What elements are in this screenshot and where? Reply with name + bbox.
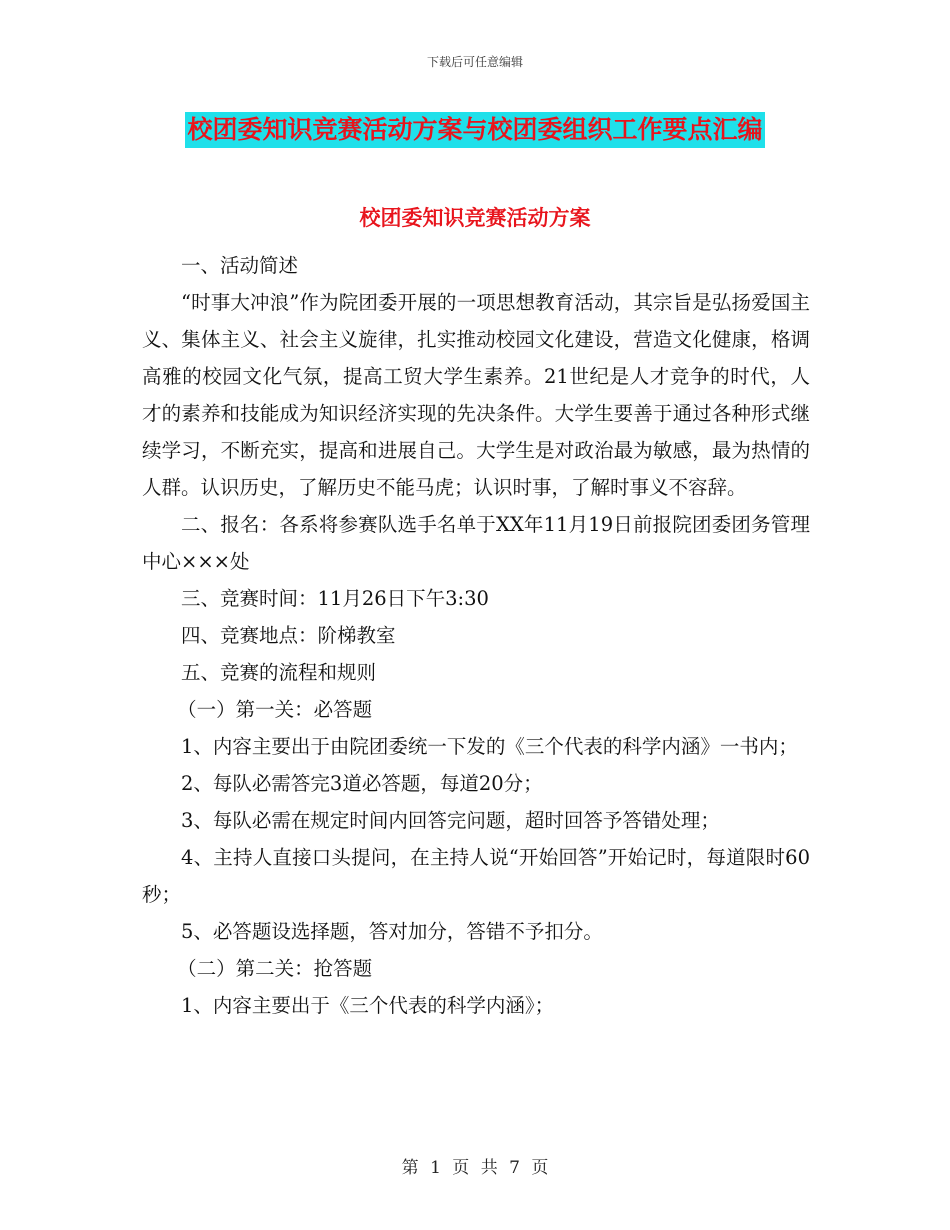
paragraph-round-one: （一）第一关：必答题 (177, 698, 373, 721)
document-title: 校团委知识竞赛活动方案与校团委组织工作要点汇编 (185, 112, 764, 148)
paragraph-rule-1: 1、内容主要出于由院团委统一下发的《三个代表的科学内涵》一书内； (181, 735, 798, 758)
paragraph-rule-3: 3、每队必需在规定时间内回答完问题，超时回答予答错处理； (181, 809, 720, 832)
paragraph-heading-rules: 五、竞赛的流程和规则 (181, 661, 377, 684)
paragraph-overview: “时事大冲浪”作为院团委开展的一项思想教育活动，其宗旨是弘扬爱国主义、集体主义、社会主义旋律，扎实推动校园文化建设，营造文化健康，格调高雅的校园文化气氛，提高工贸大学生素养。21世纪是人才竞争的时代，人才的素养和技能成为知识经济实现的先决条件。大学生要善于通过各种形式继续学习，不断充实，提高和进展自己。大学生是对政治最为敏感，最为热情的人群。认识历史，了解历史不能马虎；认识时事，了解时事义不容辞。 (142, 291, 810, 499)
paragraph-time: 三、竞赛时间：11月26日下午3:30 (181, 587, 489, 610)
paragraph-round-two: （二）第二关：抢答题 (177, 957, 373, 980)
paragraph-rule-4: 4、主持人直接口头提问，在主持人说“开始回答”开始记时，每道限时60秒； (142, 846, 810, 906)
section-title: 校团委知识竞赛活动方案 (359, 206, 591, 230)
page-header-note: 下载后可任意编辑 (426, 55, 523, 69)
paragraph-location: 四、竞赛地点：阶梯教室 (181, 624, 396, 647)
paragraph-round-two-rule-1: 1、内容主要出于《三个代表的科学内涵》； (181, 994, 555, 1017)
paragraph-heading-overview: 一、活动简述 (181, 254, 299, 277)
paragraph-rule-2: 2、每队必需答完3道必答题，每道20分； (181, 772, 543, 795)
paragraph-rule-5: 5、必答题设选择题，答对加分，答错不予扣分。 (181, 920, 603, 943)
paragraph-registration: 二、报名：各系将参赛队选手名单于XX年11月19日前报院团委团务管理中心×××处 (142, 513, 810, 573)
page-footer-number: 第 1 页 共 7 页 (401, 1158, 549, 1178)
document-body (142, 247, 810, 1024)
document-title-container (0, 112, 950, 148)
